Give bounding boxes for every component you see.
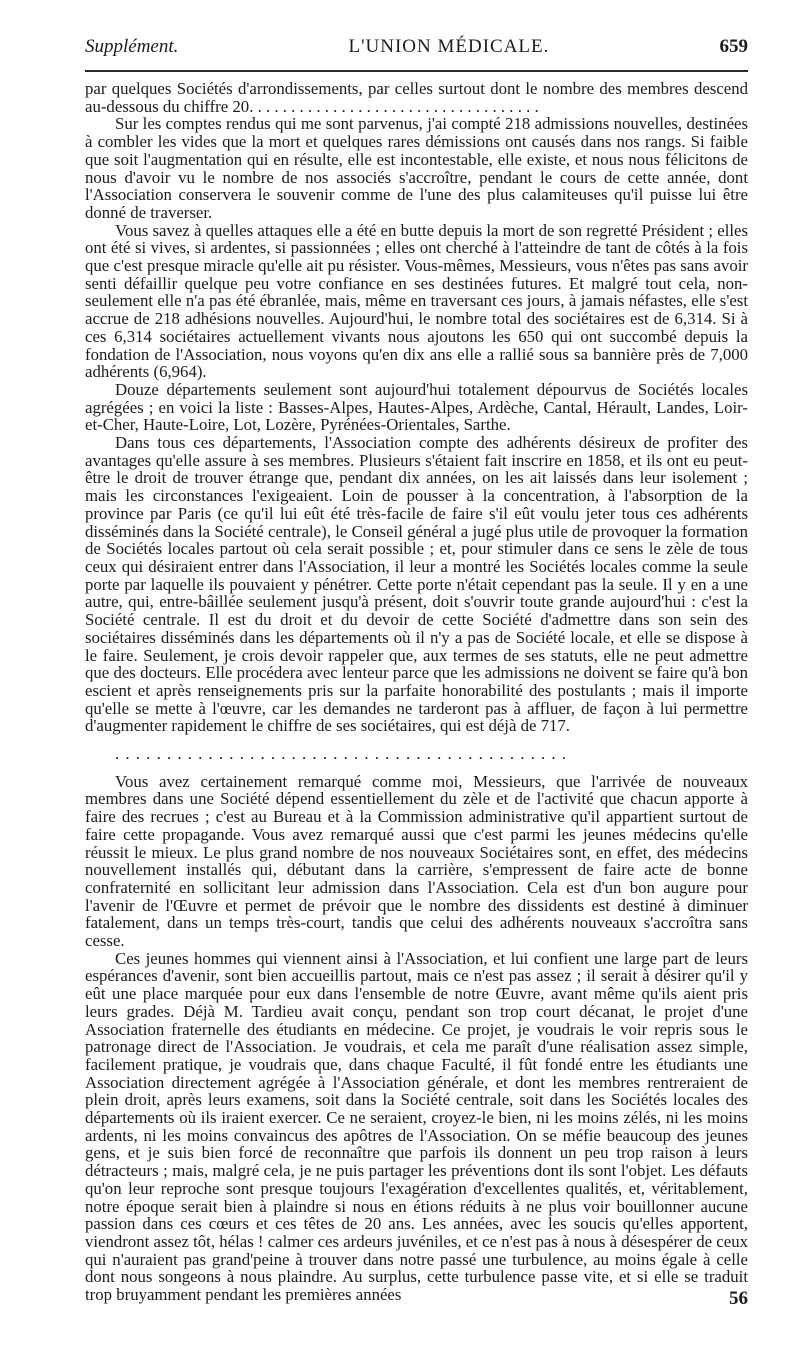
signature-mark: 56 bbox=[729, 1288, 748, 1309]
header-rule bbox=[85, 70, 748, 72]
paragraph: Dans tous ces départements, l'Association compte des adhérents désireux de profiter des avantages qu'elle assure à ses membres. Plusieurs s'étaient fait inscrire en 1858, et ils ont eu peut-être le droit de trouver étrange que, pendant dix années, on les ait laissés dans leur isolement ; mais les circonstances l'exigeaient. Loin de pousser à la concentration, à l'absorption de la province par Paris (ce qu'il lui eût été très-facile de faire s'il eût voulu jeter tous ces adhérents disséminés dans la Société centrale), le Conseil général a jugé plus utile de provoquer la formation de Sociétés locales partout où cela serait possible ; et, pour stimuler dans ce sens le zèle de tous ceux qui désiraient entrer dans l'Association, il leur a montré les Sociétés locales comme la seule porte par laquelle ils pouvaient y pénétrer. Cette porte n'était cependant pas la seule. Il y en a une autre, qui, entre-bâillée seulement jusqu'à présent, doit s'ouvrir toute grande aujourd'hui : c'est la Société centrale. Il est du droit et du devoir de cette Société d'admettre dans son sein des sociétaires disséminés dans les départements où il n'y a pas de Société locale, et elle se dispose à le faire. Seulement, je crois devoir rappeler que, aux termes de ses statuts, elle ne peut admettre que des docteurs. Elle procédera avec lenteur parce que les admissions ne doivent se faire qu'à bon escient et après renseignements pris sur la parfaite honorabilité des postulants ; mais il importe qu'elle se mette à l'œuvre, car les demandes ne tarderont pas à affluer, de façon à lui permettre d'augmenter rapidement le chiffre de ses sociétaires, qui est déjà de 717. bbox=[85, 433, 748, 736]
paragraph: par quelques Sociétés d'arrondissements, par celles surtout dont le nombre des membres descend au-dessous du chiffre 20. . . . . . . . . . . . . . . . . . . . . . . . . . . . . . . . . . . bbox=[85, 79, 748, 116]
page-number: 659 bbox=[719, 36, 748, 57]
ellipsis-separator: . . . . . . . . . . . . . . . . . . . . . . . . . . . . . . . . . . . . . . . . . . . . bbox=[115, 744, 567, 764]
paragraph: Vous savez à quelles attaques elle a été en butte depuis la mort de son regretté Président ; elles ont été si vives, si ardentes, si passionnées ; elles ont cherché à l'atteindre de tant de côtés à la fois que c'est presque miracle qu'elle ait pu résister. Vous-mêmes, Messieurs, vous n'êtes pas sans avoir senti défaillir quelque peu votre confiance en ses destinées futures. Et malgré tout cela, non-seulement elle n'a pas été ébranlée, mais, même en traversant ces jours, à jamais néfastes, elle s'est accrue de 218 adhésions nouvelles. Aujourd'hui, le nombre total des sociétaires est de 6,314. Si à ces 6,314 sociétaires actuellement vivants nous ajoutons les 650 qui ont succombé depuis la fondation de l'Association, nous voyons qu'en dix ans elle a rallié sous sa bannière près de 7,000 adhérents (6,964). bbox=[85, 220, 748, 382]
paragraph: Vous avez certainement remarqué comme moi, Messieurs, que l'arrivée de nouveaux membres dans une Société dépend essentiellement du zèle et de l'activité que chacun apporte à faire des recrues ; c'est au Bureau et à la Commission administrative qu'il appartient surtout de faire cette propagande. Vous avez remarqué aussi que c'est parmi les jeunes médecins qu'elle réussit le mieux. Le plus grand nombre de nos nouveaux Sociétaires sont, en effet, des médecins nouvellement installés qui, débutant dans la carrière, s'empressent de faire acte de bonne confraternité en sollicitant leur admission dans l'Association. Cela est d'un bon augure pour l'avenir de l'Œuvre et permet de prévoir que le nombre des dissidents est destiné à diminuer fatalement, dans un temps très-court, tandis que celui des adhérents nouveaux s'accroîtra sans cesse. bbox=[85, 771, 748, 951]
paragraph: Sur les comptes rendus qui me sont parvenus, j'ai compté 218 admissions nouvelles, destinées à combler les vides que la mort et quelques rares démissions ont causés dans nos rangs. Si faible que soit l'augmentation qui en résulte, elle est incontestable, elle existe, et nous nous félicitons de nous d'avoir vu le nombre de nos associés s'accroître, pendant le cours de cette année, dont l'Association conservera le souvenir comme de l'une des plus calamiteuses qu'il puisse lui être donné de traverser. bbox=[85, 114, 748, 222]
paragraph: Douze départements seulement sont aujourd'hui totalement dépourvus de Sociétés locales agrégées ; en voici la liste : Basses-Alpes, Hautes-Alpes, Ardèche, Cantal, Hérault, Landes, Loir-et-Cher, Haute-Loire, Lot, Lozère, Pyrénées-Orientales, Sarthe. bbox=[85, 379, 748, 435]
body-text bbox=[85, 80, 748, 1304]
paragraph: Ces jeunes hommes qui viennent ainsi à l'Association, et lui confient une large part de leurs espérances d'avenir, sont bien accueillis partout, mais ce n'est pas assez ; il serait à désirer qu'il y eût une place marquée pour eux dans l'ensemble de notre Œuvre, avant même qu'ils aient pris leurs grades. Déjà M. Tardieu avait conçu, pendant son trop court décanat, le projet d'une Association fraternelle des étudiants en médecine. Ce projet, je voudrais le voir repris sous le patronage direct de l'Association. Je voudrais, et cela me paraît d'une réalisation assez simple, facilement pratique, je voudrais que, dans chaque Faculté, il fût fondé entre les étudiants une Association directement agrégée à l'Association générale, et dont les membres rentreraient de plein droit, après leurs examens, soit dans la Société centrale, soit dans les Sociétés locales des départements où ils iraient exercer. Ce ne seraient, croyez-le bien, ni les moins zélés, ni les moins ardents, ni les moins convaincus des apôtres de l'Association. On se méfie beaucoup des jeunes gens, et je suis bien forcé de reconnaître que parfois ils donnent un peu trop raison à leurs détracteurs ; mais, malgré cela, je ne puis partager les préventions dont ils sont l'objet. Les défauts qu'on leur reproche sont presque toujours l'exagération d'excellentes qualités, et, véritablement, notre époque serait bien à plaindre si nous en étions réduits à ne plus voir bouillonner aucune passion dans ces cœurs et ces têtes de 20 ans. Les années, avec les soucis qu'elles apportent, viendront assez tôt, hélas ! calmer ces ardeurs juvéniles, et ce n'est pas à nous à désespérer de ceux qui n'auraient pas grand'peine à trouver dans notre passé une turbulence, au moins égale à celle dont nous songeons à nous plaindre. Au surplus, cette turbulence passe vite, et si elle se traduit trop bruyamment pendant les premières années bbox=[85, 948, 748, 1305]
journal-title: L'UNION MÉDICALE. bbox=[348, 36, 550, 57]
header-section-label: Supplément. bbox=[85, 36, 179, 57]
running-header bbox=[85, 36, 748, 60]
